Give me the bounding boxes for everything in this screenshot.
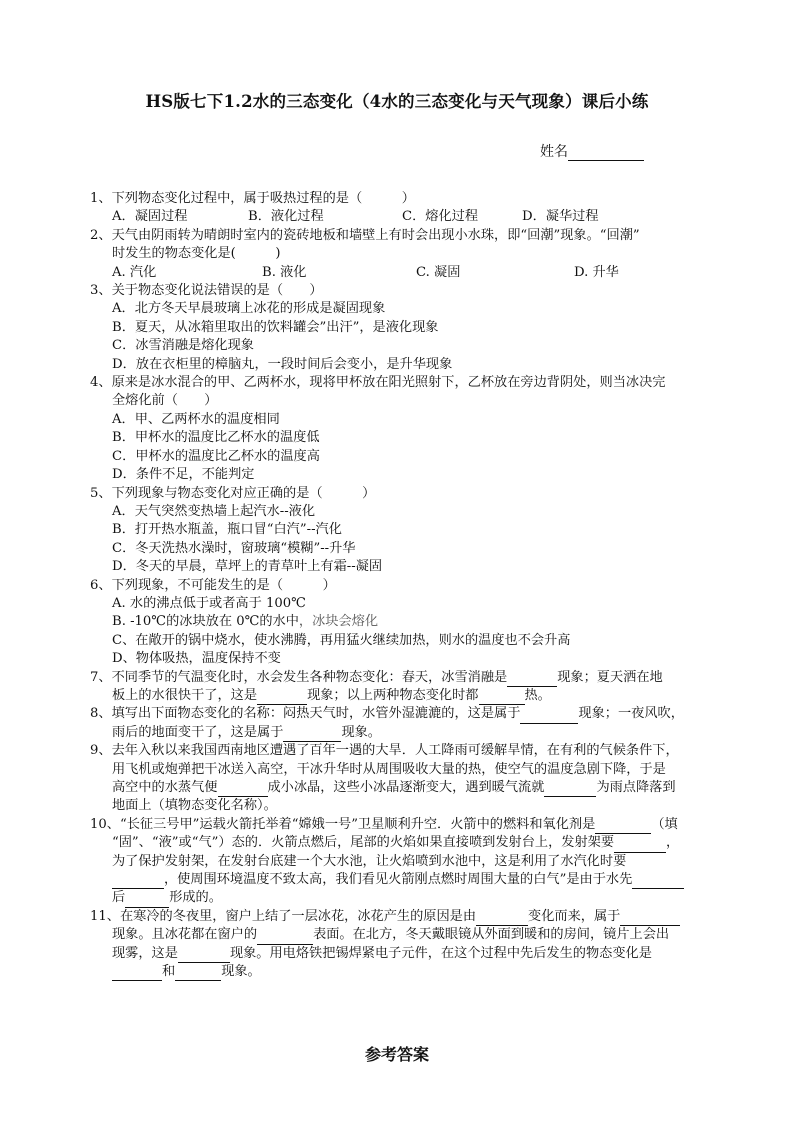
question-1: [90, 190, 710, 227]
option-item[interactable]: C．熔化过程: [402, 209, 479, 225]
answer-blank[interactable]: [507, 673, 557, 687]
option-item[interactable]: D. 升华: [574, 264, 619, 280]
question-text: 2、天气由阴雨转为晴朗时室内的瓷砖地板和墙壁上有时会出现小水珠，即“回潮”现象。“回潮”: [90, 227, 640, 243]
question-text: 和 现象。: [90, 963, 710, 981]
option-item[interactable]: B．打开热水瓶盖，瓶口冒“白汽”--汽化: [112, 522, 342, 538]
question-text: 时发生的物态变化是( ): [112, 246, 281, 262]
option-item[interactable]: C．冰雪消融是熔化现象: [112, 338, 254, 354]
question-text: 地面上（填物态变化名称）。: [112, 798, 277, 814]
option-item[interactable]: D．凝华过程: [522, 209, 599, 225]
answer-blank[interactable]: [257, 691, 307, 705]
answer-blank[interactable]: [175, 967, 221, 981]
question-text: 全熔化前（ ）: [112, 393, 218, 409]
name-label: 姓名: [540, 144, 568, 160]
answer-blank[interactable]: [632, 875, 684, 889]
option-item[interactable]: B. -10℃的冰块放在 0℃的水中，冰块会熔化: [112, 614, 379, 630]
question-11: [90, 908, 710, 982]
question-text: 1、下列物态变化过程中，属于吸热过程的是（ ）: [90, 191, 415, 206]
answer-blank[interactable]: [476, 912, 528, 926]
option-row: [90, 264, 710, 282]
option-item[interactable]: D．放在衣柜里的樟脑丸，一段时间后会变小，是升华现象: [112, 356, 453, 372]
question-text: 6、下列现象，不可能发生的是（ ）: [90, 577, 336, 593]
question-text: 现雾，这是 现象。用电烙铁把锡焊紧电子元件，在这个过程中先后发生的物态变化是: [90, 945, 710, 963]
option-item[interactable]: C．冬天洗热水澡时，窗玻璃“模糊”--升华: [112, 540, 356, 556]
answer-blank[interactable]: [595, 820, 651, 834]
question-text: 为了保护发射架，在发射台底建一个大水池，让火焰喷到水池中，这是利用了水汽化时要: [112, 853, 627, 869]
option-item[interactable]: B. 液化: [262, 264, 307, 280]
answer-blank[interactable]: [520, 710, 578, 724]
question-7: [90, 669, 710, 706]
answer-blank[interactable]: [544, 783, 596, 797]
question-6: [90, 577, 710, 669]
question-text: 3、关于物态变化说法错误的是（ ）: [90, 283, 323, 299]
option-item[interactable]: A. 水的沸点低于或者高于 100℃: [112, 595, 306, 611]
question-2: [90, 227, 710, 282]
question-text: 4、原来是冰水混合的甲、乙两杯水，现将甲杯放在阳光照射下，乙杯放在旁边背阴处，则当冰决完: [90, 375, 666, 391]
question-10: [90, 816, 710, 908]
question-text: 10、“长征三号甲”运载火箭托举着“嫦娥一号”卫星顺利升空．火箭中的燃料和氧化剂是 （填: [90, 816, 710, 834]
question-text: 高空中的水蒸气便 成小冰晶，这些小冰晶逐渐变大，遇到暖气流就 为雨点降落到: [90, 779, 710, 797]
question-text: ，使周围环境温度不致太高，我们看见火箭刚点燃时周围大量的白气”是由于水先: [90, 871, 710, 889]
answer-blank[interactable]: [479, 691, 525, 705]
page-title: HS版七下1.2水的三态变化（4水的三态变化与天气现象）课后小练: [145, 92, 649, 111]
question-list: [90, 190, 710, 981]
question-3: [90, 282, 710, 374]
question-text: 后 形成的。: [90, 889, 710, 907]
question-text: 8、填写出下面物态变化的名称：闷热天气时，水管外湿漉漉的，这是属于 现象；一夜风吹，: [90, 705, 710, 723]
question-text: 5、下列现象与物态变化对应正确的是（ ）: [90, 485, 376, 501]
option-item[interactable]: A．凝固过程: [112, 209, 188, 225]
answer-blank[interactable]: [112, 875, 164, 889]
option-item[interactable]: B．夏天，从冰箱里取出的饮料罐会”出汗”，是液化现象: [112, 319, 439, 335]
option-item[interactable]: A．天气突然变热墙上起汽水--液化: [112, 503, 316, 519]
answer-blank[interactable]: [283, 728, 341, 742]
option-item[interactable]: C、在敞开的锅中烧水，使水沸腾，再用猛火继续加热，则水的温度也不会升高: [112, 632, 571, 648]
answer-blank[interactable]: [257, 931, 313, 945]
option-item[interactable]: B．甲杯水的温度比乙杯水的温度低: [112, 430, 320, 446]
option-item[interactable]: C. 凝固: [416, 264, 461, 280]
answer-title: 参考答案: [364, 1045, 429, 1064]
question-5: [90, 485, 710, 577]
answer-blank[interactable]: [112, 967, 162, 981]
name-blank[interactable]: [568, 146, 644, 161]
answer-blank[interactable]: [614, 839, 666, 853]
name-field: [540, 141, 644, 161]
answer-blank[interactable]: [125, 894, 169, 908]
option-item[interactable]: D．冬天的早晨，草坪上的青草叶上有霜--凝固: [112, 559, 383, 575]
question-text: “固”、“液”或“气”）态的．火箭点燃后，尾部的火焰如果直接喷到发射台上，发射架要 ，: [90, 834, 710, 852]
question-text: 雨后的地面变干了，这是属于 现象。: [90, 724, 710, 742]
answer-blank[interactable]: [178, 949, 230, 963]
option-item[interactable]: A. 汽化: [112, 264, 157, 280]
question-text: 9、去年入秋以来我国西南地区遭遇了百年一遇的大旱．人工降雨可缓解旱情，在有利的气候条件下，: [90, 743, 679, 759]
answer-blank[interactable]: [218, 783, 268, 797]
option-item[interactable]: D．条件不足，不能判定: [112, 467, 255, 483]
question-text: 板上的水很快干了，这是 现象；以上两种物态变化时都 热。: [90, 687, 710, 705]
question-text: 现象。且冰花都在窗户的 表面。在北方，冬天戴眼镜从外面到暖和的房间，镜片上会出: [90, 926, 710, 944]
question-4: [90, 374, 710, 484]
option-item[interactable]: A．甲、乙两杯水的温度相同: [112, 411, 280, 427]
answer-blank[interactable]: [620, 912, 680, 926]
question-text: 用飞机或炮弹把干冰送入高空，干冰升华时从周围吸收大量的热，使空气的温度急剧下降，于是: [112, 761, 666, 777]
option-item[interactable]: C．甲杯水的温度比乙杯水的温度高: [112, 448, 320, 464]
option-item[interactable]: B．液化过程: [248, 209, 324, 225]
option-item[interactable]: D、物体吸热，温度保持不变: [112, 651, 281, 667]
question-text: 7、不同季节的气温变化时，水会发生各种物态变化：春天，冰雪消融是 现象；夏天洒在地: [90, 669, 710, 687]
option-item[interactable]: A．北方冬天早晨玻璃上冰花的形成是凝固现象: [112, 301, 386, 317]
question-text: 11、在寒冷的冬夜里，窗户上结了一层冰花，冰花产生的原因是由 变化而来，属于: [90, 908, 710, 926]
question-9: [90, 742, 710, 816]
question-8: [90, 705, 710, 742]
option-row: [90, 208, 710, 226]
